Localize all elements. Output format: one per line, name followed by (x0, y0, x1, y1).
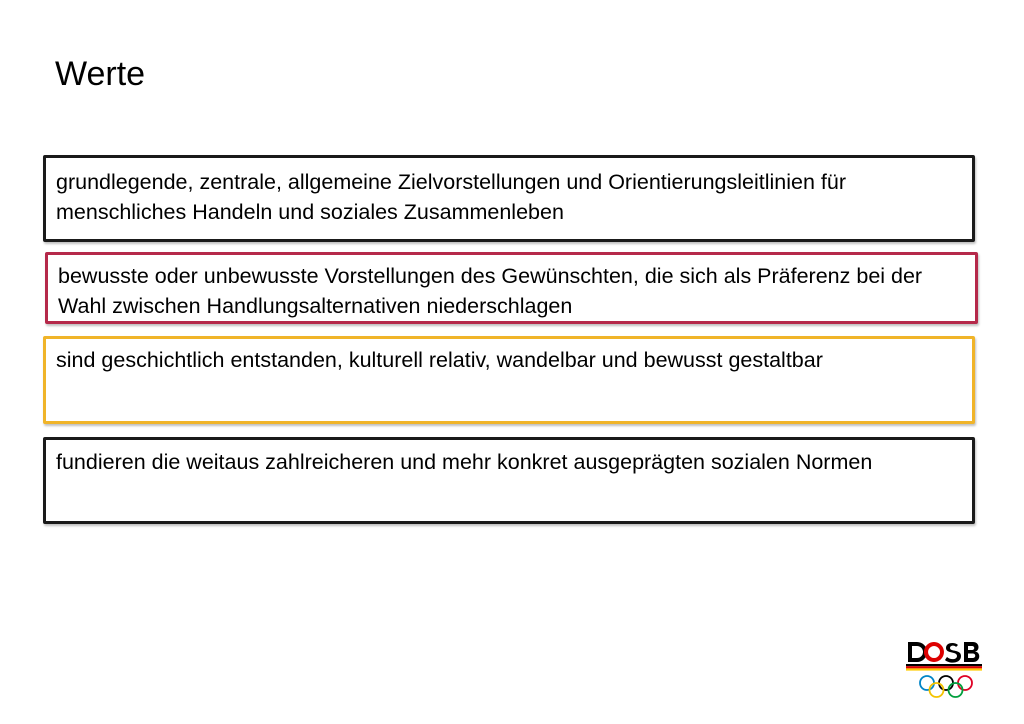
definition-box-2: bewusste oder unbewusste Vorstellungen des Gewünschten, die sich als Präferenz bei der Wahl zwischen Handlungsalternativen niederschlagen (45, 252, 978, 324)
slide-title: Werte (55, 55, 146, 93)
olympic-rings-icon (918, 674, 974, 700)
definition-box-1: grundlegende, zentrale, allgemeine Zielvorstellungen und Orientierungsleitlinien für menschliches Handeln und soziales Zusammenleben (43, 155, 975, 242)
dosb-logo (906, 640, 982, 702)
dosb-wordmark (906, 640, 982, 672)
definition-box-3: sind geschichtlich entstanden, kulturell relativ, wandelbar und bewusst gestaltbar (43, 336, 975, 424)
definition-box-4: fundieren die weitaus zahlreicheren und mehr konkret ausgeprägten sozialen Normen (43, 437, 975, 524)
